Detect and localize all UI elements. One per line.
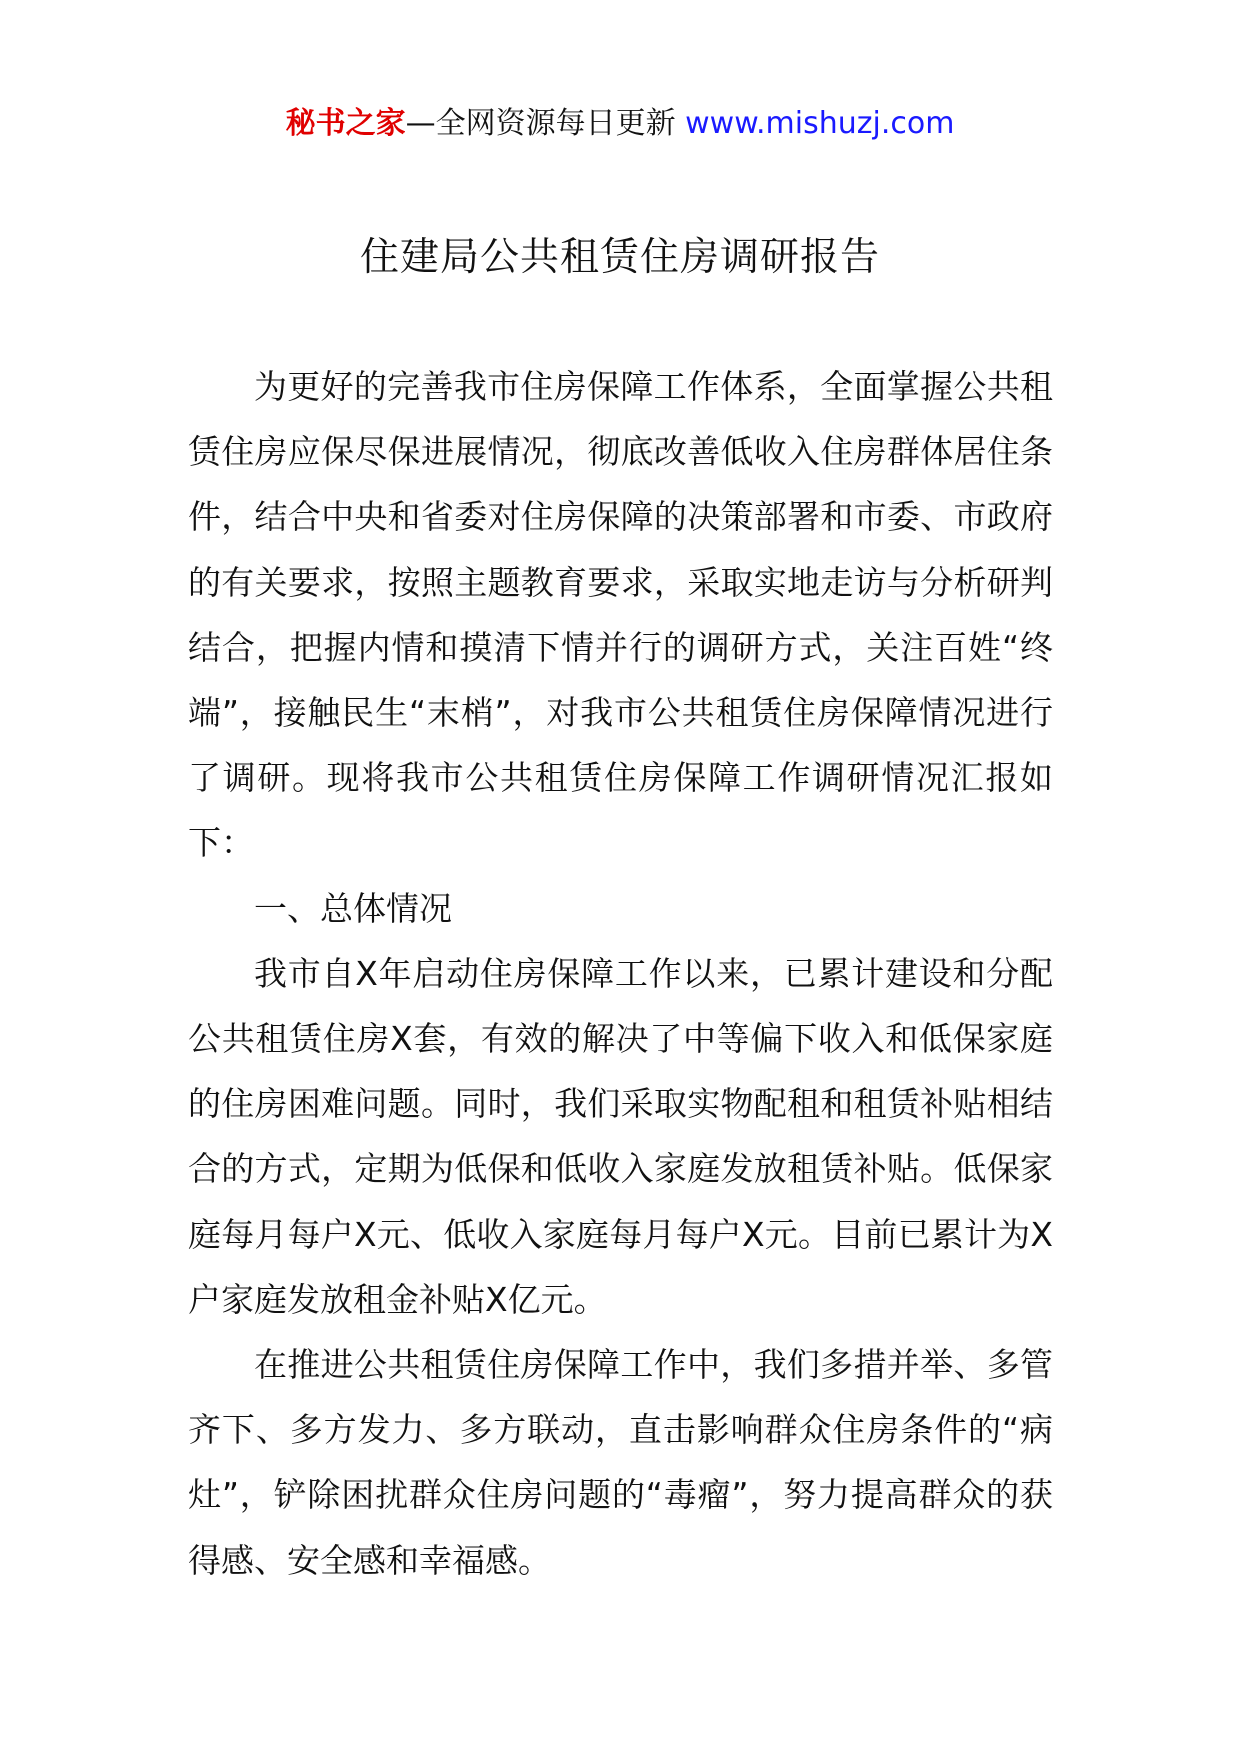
- document-body: [188, 354, 1053, 1593]
- site-header: [0, 98, 1240, 150]
- section-heading-overview: 一、总体情况: [254, 888, 452, 928]
- paragraph-measures: 在推进公共租赁住房保障工作中，我们多措并举、多管齐下、多方发力、多方联动，直击影响群众住房条件的“病灶”，铲除困扰群众住房问题的“毒瘤”，努力提高群众的获得感、安全感和幸福感。: [188, 1345, 1053, 1580]
- site-url-link[interactable]: www.mishuzj.com: [685, 106, 955, 141]
- document-title: 住建局公共租赁住房调研报告: [359, 235, 880, 280]
- paragraph-overview: 我市自X年启动住房保障工作以来，已累计建设和分配公共租赁住房X套，有效的解决了中等偏下收入和低保家庭的住房困难问题。同时，我们采取实物配租和租赁补贴相结合的方式，定期为低保和低收入家庭发放租赁补贴。低保家庭每月每户X元、低收入家庭每月每户X元。目前已累计为X户家庭发放租金补贴X亿元。: [188, 953, 1053, 1319]
- site-tagline: —全网资源每日更新: [405, 106, 676, 141]
- paragraph-intro: 为更好的完善我市住房保障工作体系，全面掌握公共租赁住房应保尽保进展情况，彻底改善低收入住房群体居住条件，结合中央和省委对住房保障的决策部署和市委、市政府的有关要求，按照主题教育要求，采取实地走访与分析研判结合，把握内情和摸清下情并行的调研方式，关注百姓“终端”，接触民生“末梢”，对我市公共租赁住房保障情况进行了调研。现将我市公共租赁住房保障工作调研情况汇报如下：: [188, 367, 1053, 863]
- site-name: 秘书之家: [285, 106, 406, 141]
